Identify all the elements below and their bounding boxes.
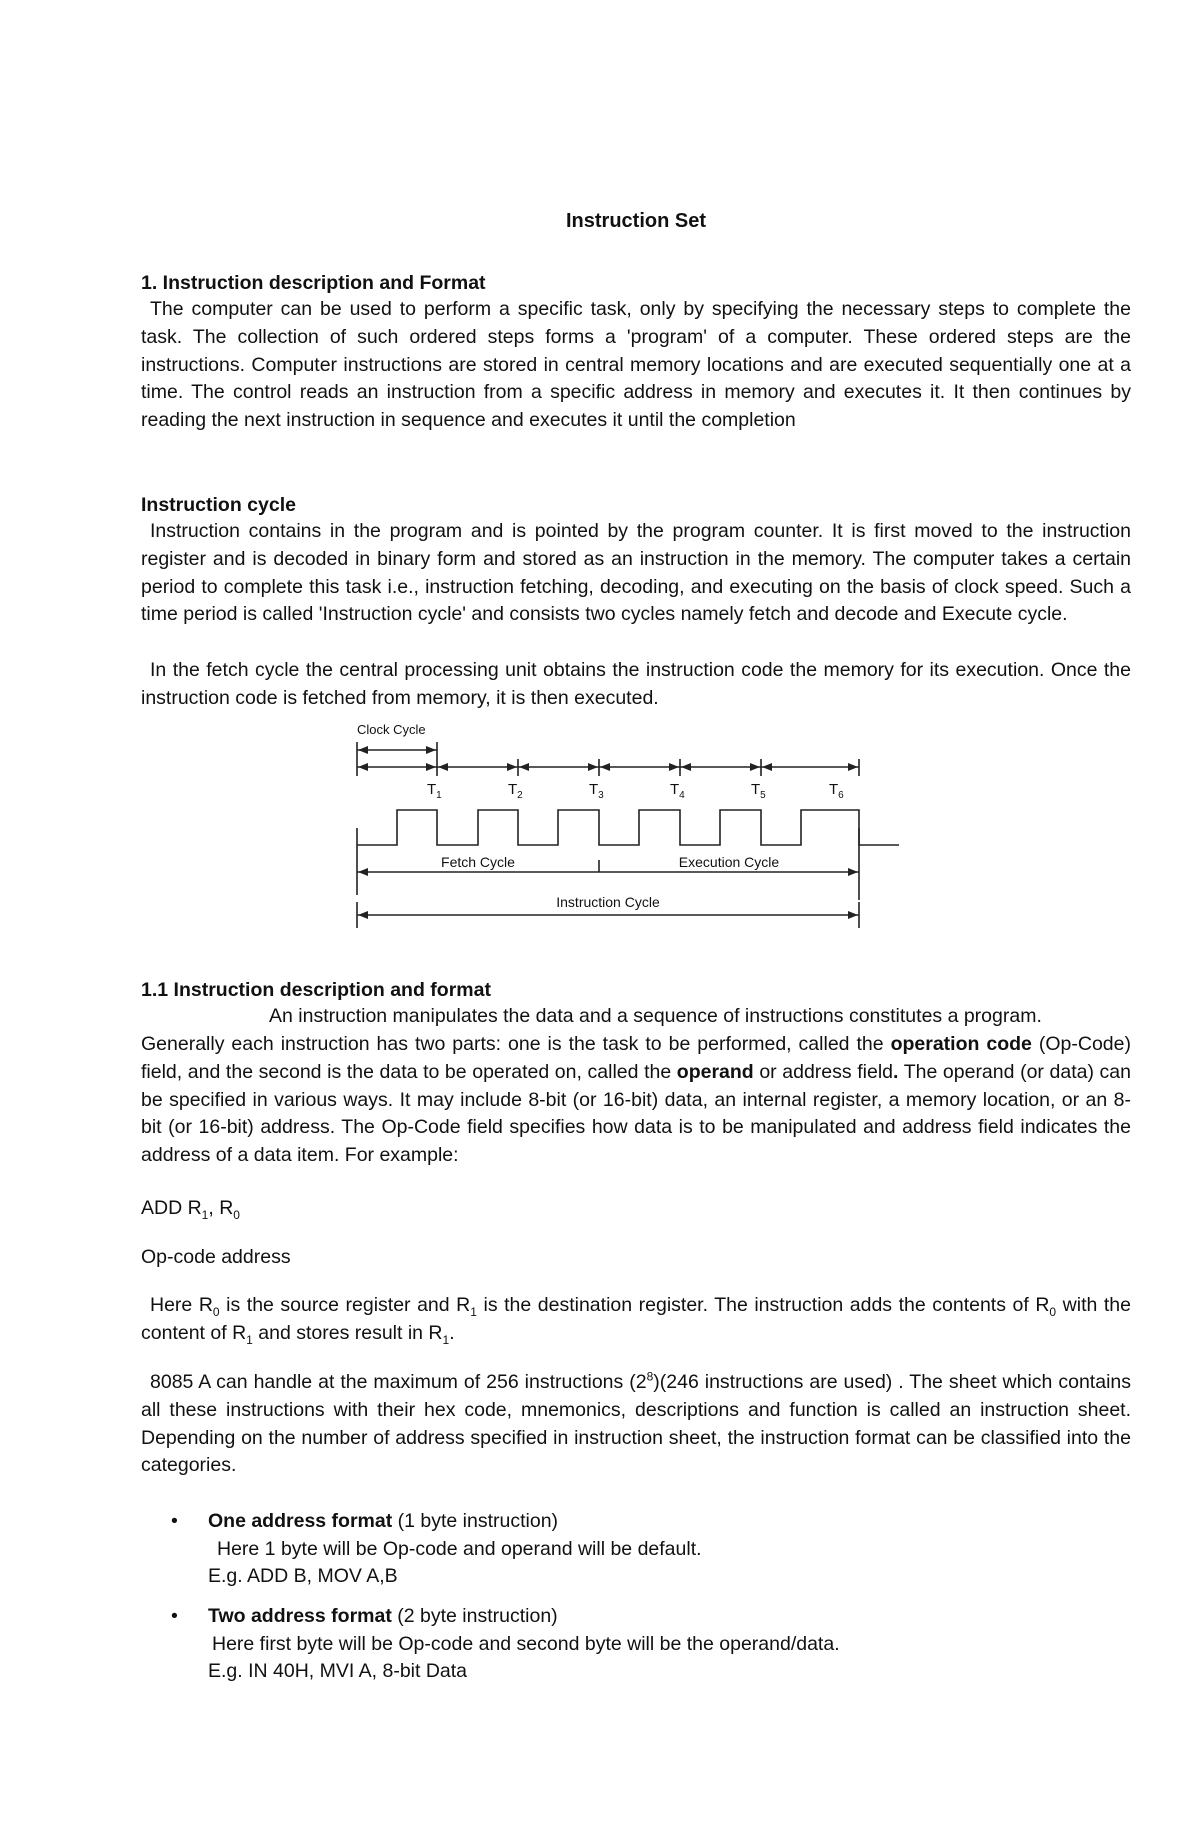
execution-cycle-label: Execution Cycle (678, 854, 780, 870)
state-label-3: $T_3$ (589, 781, 604, 801)
opcode-address-label: Op-code address (141, 1246, 291, 1268)
section11-heading-text: 1.1 Instruction description and format (141, 979, 491, 1001)
section11-heading (141, 977, 1131, 1005)
clock-waveform (357, 810, 899, 845)
state-label-4: $T_4$ (670, 781, 685, 801)
bullet-dot: • (171, 1605, 178, 1627)
cycle-paragraph-1 (141, 518, 1131, 629)
bullet-dot: • (171, 1510, 178, 1532)
section11-line1-text: An instruction manipulates the data and a sequence of instructions constitutes a program. (269, 1005, 1042, 1027)
instruction-count-paragraph: 8085 A can handle at the maximum of 256 instructions $(2^8)(246$ instructions are used) . The sheet which contains all these instructions with their hex code, mnemonics, descriptions and function is called an instruction sheet. Depending on the number of address specified in instruction sheet, the instruction format can be classified into the categories. (141, 1369, 1131, 1477)
register-explanation: Here $R_0$ is the source register and $R_1$ is the destination register. The instruction adds the contents of $R_0$ with the content of $R_1$ and stores result in $R_1$. (141, 1294, 1131, 1347)
section11-line1 (141, 1003, 1131, 1031)
cycle-text-2: In the fetch cycle the central processing unit obtains the instruction code the memory for its execution. Once the instruction code is fetched from memory, it is then executed. (141, 659, 1131, 709)
bullet-description: Here first byte will be Op-code and second byte will be the operand/data. (212, 1632, 840, 1655)
document-title: Instruction Set (565, 210, 706, 232)
state-label-1: $T_1$ (427, 781, 442, 801)
bullet-title: One address format (208, 1510, 393, 1532)
clock-cycle-label: Clock Cycle (357, 722, 426, 737)
instruction-cycle-diagram (353, 710, 1043, 940)
operation-code-term: operation code (890, 1033, 1032, 1055)
cycle-paragraph-2 (141, 657, 1131, 713)
cycle-heading (141, 492, 1131, 520)
state-label-5: $T_5$ (751, 781, 766, 801)
section1-paragraph (141, 296, 1131, 435)
section1-heading-text: 1. Instruction description and Format (141, 272, 486, 294)
cycle-text-1: Instruction contains in the program and is pointed by the program counter. It is first moved to the instruction register and is decoded in binary form and stored as an instruction in the memory. The computer takes a certain period to complete this task i.e., instruction fetching, decoding, and executing on the basis of clock speed. Such a time period is called 'Instruction cycle' and consists two cycles namely fetch and decode and Execute cycle. (141, 520, 1131, 626)
fetch-cycle-label: Fetch Cycle (441, 854, 515, 870)
state-label-6: $T_6$ (829, 781, 844, 801)
example-instruction: ADD $R_1$, $R_0$ (141, 1197, 240, 1222)
bullet-example: E.g. ADD B, MOV A,B (208, 1565, 398, 1587)
operand-term: operand (676, 1060, 754, 1083)
bullet-example: E.g. IN 40H, MVI A, 8-bit Data (208, 1660, 468, 1682)
bullet-description: Here 1 byte will be Op-code and operand will be default. (217, 1537, 702, 1560)
bullet-title: Two address format (208, 1605, 392, 1627)
section11-paragraph: Generally each instruction has two parts: one is the task to be performed, called the operation code (Op-Code) field, and the second is the data to be operated on, called the operand or address field. The operand (or data) can be specified in various ways. It may include 8-bit (or 16-bit) data, an internal register, a memory location, or an 8-bit (or 16-bit) address. The Op-Code field specifies how data is to be manipulated and address field indicates the address of a data item. For example: (141, 1033, 1131, 1167)
state-label-2: $T_2$ (508, 781, 523, 801)
instruction-cycle-label: Instruction Cycle (556, 894, 660, 910)
section1-heading (141, 270, 1131, 298)
cycle-heading-text: Instruction cycle (141, 494, 296, 516)
section1-text: The computer can be used to perform a specific task, only by specifying the necessary steps to complete the task. The collection of such ordered steps forms a 'program' of a computer. These ordered steps are the instructions. Computer instructions are stored in central memory locations and are executed sequentially one at a time. The control reads an instruction from a specific address in memory and executes it. It then continues by reading the next instruction in sequence and executes it until the completion (141, 298, 1131, 432)
